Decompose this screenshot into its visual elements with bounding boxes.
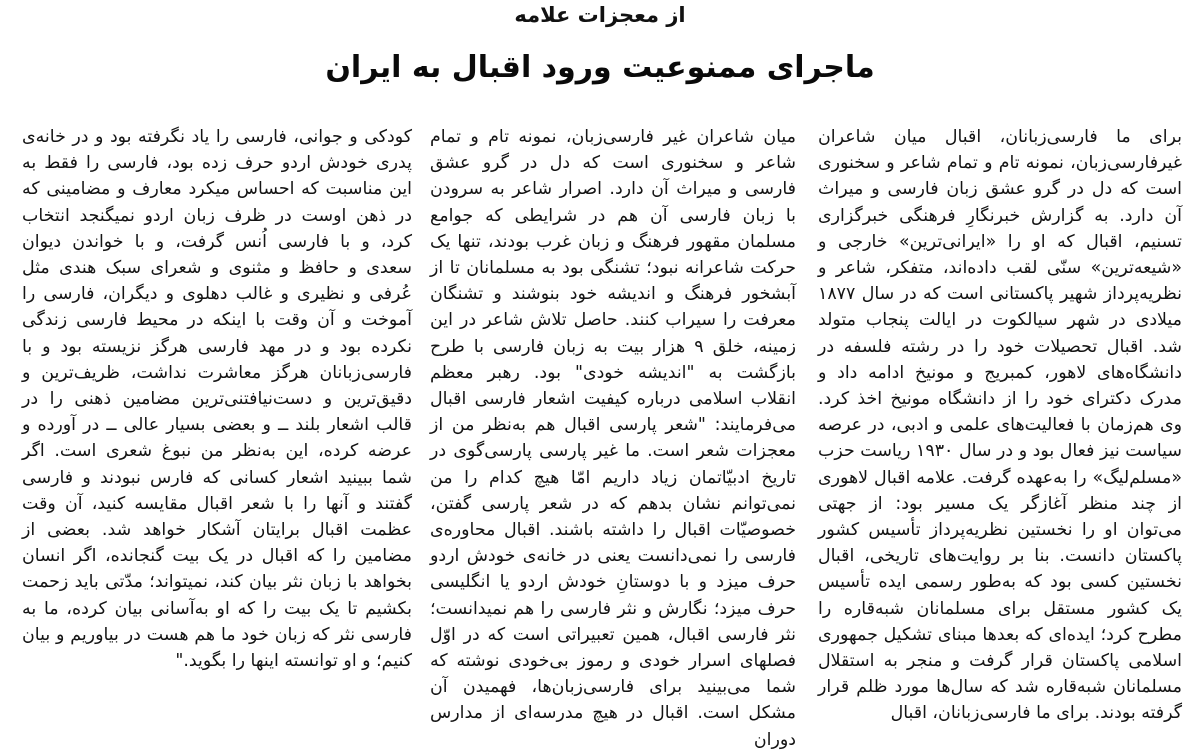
column-text: میان شاعران غیر فارسی‌زبان، نمونه تام و تمام شاعر و سخنوری است که دل در گرو عشق فارسی و میراث آن دارد. اصرار شاعر به سرودن با زبان فارسی آن هم در شرایطی که جوامع مسلمان مقهور فرهنگ و زبان غرب بودند، تنها یک حرکت شاعرانه نبود؛ تشنگی بود به مسلمانان تا از آبشخور فرهنگ و اندیشه خود بنوشند و تشنگان معرفت را سیراب کنند. حاصل تلاش شاعر در این زمینه، خلق ۹ هزار بیت به زبان فارسی با طرح بازگشت به "اندیشه خودی" بود. رهبر معظم انقلاب اسلامی درباره کیفیت اشعار فارسی اقبال می‌فرمایند: "شعر پارسی اقبال هم به‌نظر من از معجزات شعر است. ما غیر پارسی‌ پارسی‌گوی در تاریخ ادبیّاتمان زیاد داریم امّا هیچ کدام را من نمی‌توانم نشان بدهم که در شعر پارسی گفتن، خصوصیّات اقبال را داشته باشند. اقبال محاوره‌ی فارسی را نمی‌دانست یعنی در خانه‌ی خودش اردو حرف میزد و با دوستانِ خودش اردو یا انگلیسی حرف میزد؛ نگارش و نثر فارسی را هم نمیدانست؛ نثر فارسی اقبال، همین تعبیراتی است که در اوّل فصلهای اسرار خودی و رموز بی‌خودی نوشته که شما می‌بینید برای فارسی‌زبان‌ها، فهمیدن آن مشکل است. اقبال در هیچ مدرسه‌ای از مدارس دوران [430,127,796,750]
article-headline: ماجرای ممنوعیت ورود اقبال به ایران [325,50,875,85]
article-column-right [818,124,1182,734]
column-text: کودکی و جوانی، فارسی را یاد نگرفته بود و در خانه‌ی پدری خودش اردو حرف زده بود، فارسی را فقط به این مناسبت که احساس میکرد معارف و مضامینی که در ذهن اوست در ظرف زبان اردو نمیگنجد انتخاب کرد، و با فارسی اُنس گرفت، و با خواندن دیوان سعدی و حافظ و مثنوی و شعرای سبک هندی مثل عُرفی و نظیری و غالب دهلوی و دیگران، فارسی را آموخت و آن وقت با اینکه در محیط فارسی زندگی نکرده بود و در مهد فارسی هرگز نزیسته بود و با فارسی‌زبانان هرگز معاشرت نداشت، ظریف‌ترین و دقیق‌ترین و دست‌نیافتنی‌ترین مضامین ذهنی را در قالب اشعار بلند ــ و بعضی بسیار عالی ــ در آورده و عرضه کرده، این به‌نظر من نبوغ شعری است. اگر شما ببینید اشعار کسانی که فارس نبودند و فارسی گفتند و آنها را با شعر اقبال مقایسه کنید، آن وقت عظمت اقبال برایتان آشکار خواهد شد. بعضی از مضامین را که اقبال در یک بیت گنجانده، اگر انسان بخواهد با زبان نثر بیان کند، نمیتواند؛ مدّتی باید زحمت بکشیم تا یک بیت را که او به‌آسانی بیان کرده، ما به فارسی نثر که زبان خود ما هم هست در بیاوریم و بیان کنیم؛ و او توانسته اینها را بگوید." [22,127,412,672]
article-column-left [22,124,412,734]
column-text: برای ما فارسی‌زبانان، اقبال میان شاعران غیرفارسی‌زبان، نمونه تام و تمام شاعر و سخنوری است که دل در گرو عشق زبان فارسی و میراث آن دارد. به گزارش خبرنگارِ فرهنگی خبرگزاری تسنیم، اقبال که او را «ایرانی‌ترین» خارجی و «شیعه‌ترین» سنّی لقب داده‌اند، متفکر، شاعر و نظریه‌پرداز شهیر پاکستانی است که در سال ۱۸۷۷ میلادی در شهر سیالکوت در ایالت پنجاب متولد شد. اقبال تحصیلات خود را در رشته فلسفه در دانشگاه‌های لاهور، کمبریج و مونیخ ادامه داد و مدرک دکترای خود را از دانشگاه مونیخ اخذ کرد. وی هم‌زمان با فعالیت‌های علمی و ادبی، در عرصه سیاست نیز فعال بود و در سال ۱۹۳۰ ریاست حزب «مسلم‌لیگ» را به‌عهده گرفت. علامه اقبال لاهوری از چند منظر آغازگر یک مسیر بود: از جهتی می‌توان او را نخستین نظریه‌پرداز تأسیس کشور پاکستان دانست. بنا بر روایت‌های تاریخی، اقبال نخستین کسی بود که به‌طور رسمی ایده تأسیس یک کشور مستقل برای مسلمانان شبه‌قاره را مطرح کرد؛ ایده‌ای که بعدها مبنای تشکیل جمهوری اسلامی پاکستان قرار گرفت و منجر به استقلال مسلمانان شبه‌قاره شد که سال‌ها مورد ظلم قرار گرفته بودند. برای ما فارسی‌زبانان، اقبال [818,127,1182,724]
article-column-middle [430,124,796,750]
article-kicker: از معجزات علامه [514,3,686,27]
